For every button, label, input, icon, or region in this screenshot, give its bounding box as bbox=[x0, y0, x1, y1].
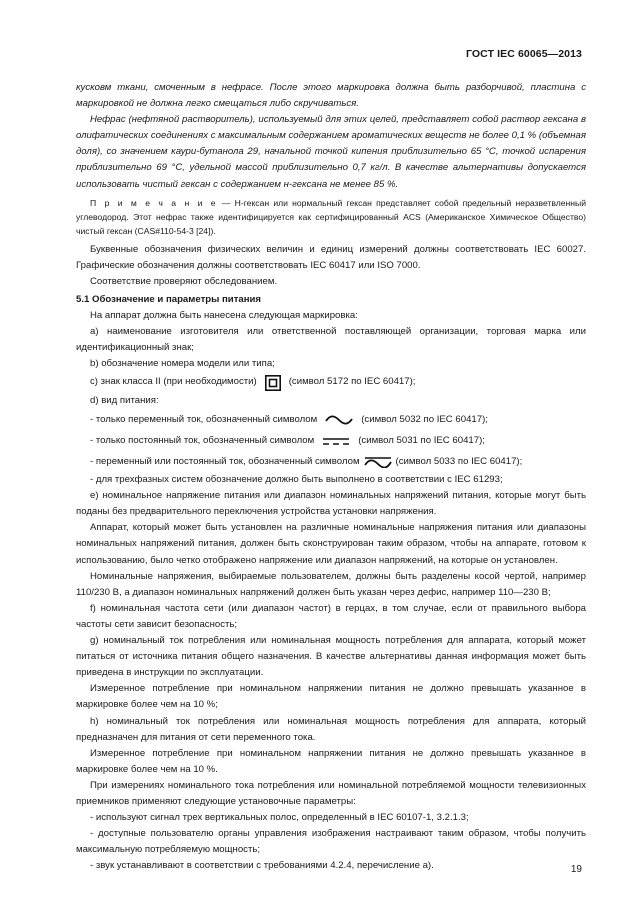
item-c-ref: (символ 5172 по IEC 60417); bbox=[288, 376, 416, 388]
item-c-text: c) знак класса II (при необходимости) bbox=[90, 376, 257, 388]
intro-paragraph: кусковм ткани, смоченным в нефрасе. После этого маркировка должна быть разборчивой, пластина с маркировкой не должна легко смещаться либо скручиваться. bbox=[76, 82, 586, 110]
dc-icon bbox=[322, 436, 350, 446]
tv-item-2: - доступные пользователю органы управления изображения настраивают таким образом, чтобы получить максимальную потребляемую мощность; bbox=[76, 828, 586, 856]
ac-ref: (символ 5032 по IEC 60417); bbox=[361, 413, 488, 425]
section-heading: 5.1 Обозначение и параметры питания bbox=[76, 293, 262, 305]
marking-item-f: f) номинальная частота сети (или диапазон частот) в герцах, в том случае, если от правильного выбора частоты сети зависит безопасность; bbox=[76, 602, 586, 630]
acdc-line bbox=[76, 451, 586, 472]
tv-paragraph: При измерениях номинального тока потребления или номинальной потребляемой мощности телевизионных приемников применяют следующие установочные параметры: bbox=[76, 779, 586, 807]
letters-paragraph: Буквенные обозначения физических величин и единиц измерений должны соответствовать IEC 60027. Графические обозначения должны соответствовать IEC 60417 или ISO 7000. bbox=[76, 244, 586, 272]
ac-dc-icon bbox=[364, 456, 392, 468]
marking-item-d: d) вид питания: bbox=[90, 395, 159, 407]
tv-item-1: - используют сигнал трех вертикальных полос, определенный в IEC 60107-1, 3.2.1.3; bbox=[90, 812, 469, 824]
measured-paragraph-1: Измеренное потребление при номинальном напряжении питания не должно превышать указанное в маркировке более чем на 10 %; bbox=[76, 683, 586, 711]
measured-paragraph-2: Измеренное потребление при номинальном напряжении питания не должно превышать указанное в маркировке более чем на 10 %. bbox=[76, 747, 586, 775]
standard-header: ГОСТ IEC 60065—2013 bbox=[465, 48, 582, 60]
dc-line bbox=[76, 430, 586, 451]
ac-line bbox=[76, 409, 586, 430]
apparatus-paragraph: Аппарат, который может быть установлен на различные номинальные напряжения питания или диапазоны номинальных напряжений питания, должен быть сконструирован таким образом, чтобы на аппарате, готовом к использованию, было четко отображено напряжение или диапазон напряжений, на которые он установлен. bbox=[76, 522, 586, 566]
tv-item-3: - звук устанавливают в соответствии с требованиями 4.2.4, перечисление а). bbox=[90, 860, 434, 872]
marking-item-c bbox=[76, 372, 586, 393]
marking-item-a: а) наименование изготовителя или ответственной поставляющей организации, торговая марка или идентификационный знак; bbox=[76, 325, 586, 353]
document-body bbox=[76, 80, 586, 874]
check-paragraph: Соответствие проверяют обследованием. bbox=[90, 276, 278, 288]
rated-selection-paragraph: Номинальные напряжения, выбираемые пользователем, должны быть разделены косой чертой, например 110/230 В, а диапазон номинальных напряжений должен быть указан через дефис, например 110—230 В; bbox=[76, 570, 586, 598]
three-phase-line: - для трехфазных систем обозначение должно быть выполнено в соответствии с IEC 61293; bbox=[90, 474, 503, 486]
dc-ref: (символ 5031 по IEC 60417); bbox=[358, 434, 485, 446]
acdc-text: - переменный или постоянный ток, обозначенный символом bbox=[90, 455, 360, 467]
ac-text: - только переменный ток, обозначенный символом bbox=[90, 413, 318, 425]
dc-text: - только постоянный ток, обозначенный символом bbox=[90, 434, 315, 446]
class-ii-icon bbox=[265, 375, 281, 391]
nefras-paragraph: Нефрас (нефтяной растворитель), используемый для этих целей, представляет собой раствор гексана в олифатических соединениях с максимальным содержанием ароматических веществ не более 0,1 % (объемная доля), со значением каури-бутанола 29, начальной точкой кипения приблизительно 65 °С, точкой испарения приблизительно 69 °С, удельной массой приблизительно 0,7 кг/л. В качестве альтернативы допускается использовать чистый гексан с содержанием н-гексана не менее 85 %. bbox=[76, 114, 586, 190]
page-number: 19 bbox=[570, 864, 582, 875]
marking-item-h: h) номинальный ток потребления или номинальная мощность потребления для аппарата, который предназначен для питания от сети переменного тока. bbox=[76, 715, 586, 743]
acdc-ref: (символ 5033 по IEC 60417); bbox=[395, 455, 523, 467]
note-text: — Н-гексан или нормальный гексан представляет собой предельный неразветвленный углеводород. Этот нефрас также идентифицируется как сертифицированный ACS (Американское Химическое Общество) чистый гексан (CAS#110-54-3 [24]). bbox=[76, 197, 586, 237]
marking-item-e: е) номинальное напряжение питания или диапазон номинальных напряжений питания, которые могут быть поданы без предварительного переключения устройства установки напряжения. bbox=[76, 490, 586, 518]
ac-icon bbox=[325, 415, 353, 425]
marking-intro: На аппарат должна быть нанесена следующая маркировка: bbox=[90, 309, 358, 321]
note-label: П р и м е ч а н и е bbox=[90, 197, 218, 208]
marking-item-g: g) номинальный ток потребления или номинальная мощность потребления для аппарата, который может питаться от источника питания общего назначения. В качестве альтернативы данная информация может быть приведена в инструкции по эксплуатации. bbox=[76, 635, 586, 679]
marking-item-b: b) обозначение номера модели или типа; bbox=[90, 357, 275, 369]
note-paragraph bbox=[76, 196, 586, 239]
